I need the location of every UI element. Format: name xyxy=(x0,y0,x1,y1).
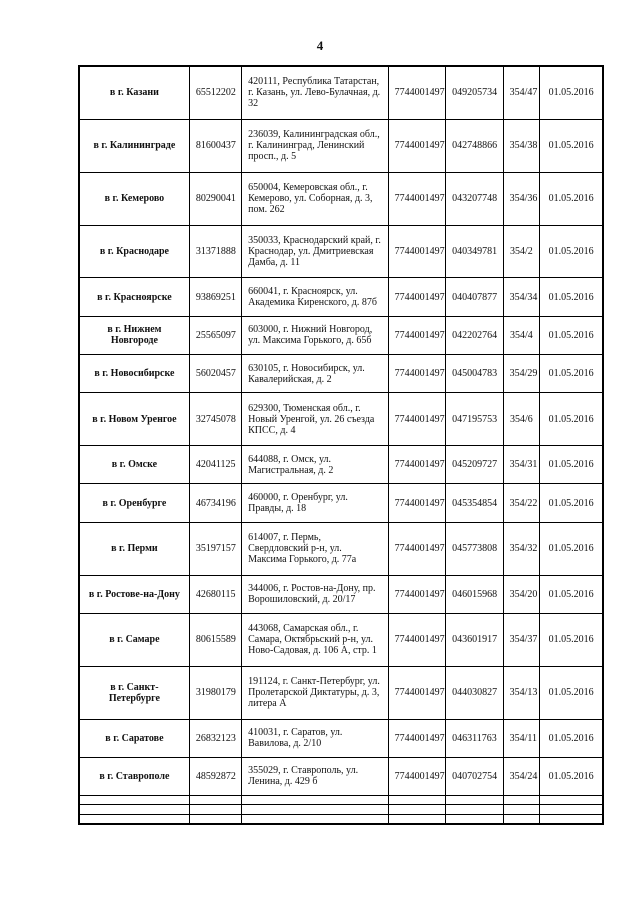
empty-cell xyxy=(503,796,540,805)
branch-name-cell: в г. Казани xyxy=(80,67,190,120)
table-row xyxy=(80,316,603,354)
address-cell: 614007, г. Пермь, Свердловский р-н, ул. Максима Горького, д. 77а xyxy=(242,522,388,575)
address-cell: 630105, г. Новосибирск, ул. Кавалерийская, д. 2 xyxy=(242,354,388,392)
okpo-code-cell: 46734196 xyxy=(189,484,241,522)
registration-date-cell: 01.05.2016 xyxy=(540,354,603,392)
inn-code-cell: 7744001497 xyxy=(388,484,446,522)
registration-date-cell: 01.05.2016 xyxy=(540,522,603,575)
table-row xyxy=(80,67,603,120)
empty-cell xyxy=(242,805,388,814)
table-row xyxy=(80,613,603,666)
okpo-code-cell: 31980179 xyxy=(189,666,241,719)
inn-code-cell: 7744001497 xyxy=(388,522,446,575)
table-row xyxy=(80,172,603,225)
registration-date-cell: 01.05.2016 xyxy=(540,172,603,225)
registration-number-cell: 354/29 xyxy=(503,354,540,392)
registration-number-cell: 354/6 xyxy=(503,393,540,446)
table-row xyxy=(80,393,603,446)
inn-code-cell: 7744001497 xyxy=(388,172,446,225)
okpo-code-cell: 31371888 xyxy=(189,225,241,278)
table-row xyxy=(80,757,603,795)
bik-code-cell: 045209727 xyxy=(446,446,504,484)
bik-code-cell: 042748866 xyxy=(446,119,504,172)
registration-date-cell: 01.05.2016 xyxy=(540,225,603,278)
empty-cell xyxy=(388,805,446,814)
branch-name-cell: в г. Самаре xyxy=(80,613,190,666)
empty-cell xyxy=(189,805,241,814)
registration-date-cell: 01.05.2016 xyxy=(540,484,603,522)
branch-name-cell: в г. Ставрополе xyxy=(80,757,190,795)
address-cell: 603000, г. Нижний Новгород, ул. Максима Горького, д. 65б xyxy=(242,316,388,354)
bik-code-cell: 045004783 xyxy=(446,354,504,392)
registration-number-cell: 354/36 xyxy=(503,172,540,225)
table-row xyxy=(80,522,603,575)
registration-number-cell: 354/11 xyxy=(503,719,540,757)
empty-cell xyxy=(242,796,388,805)
registration-number-cell: 354/2 xyxy=(503,225,540,278)
table-row xyxy=(80,484,603,522)
empty-cell xyxy=(446,814,504,823)
registration-date-cell: 01.05.2016 xyxy=(540,316,603,354)
empty-cell xyxy=(189,814,241,823)
table-row xyxy=(80,278,603,316)
registration-number-cell: 354/13 xyxy=(503,666,540,719)
branch-name-cell: в г. Калининграде xyxy=(80,119,190,172)
empty-cell xyxy=(189,796,241,805)
empty-cell xyxy=(388,814,446,823)
bik-code-cell: 042202764 xyxy=(446,316,504,354)
branch-name-cell: в г. Ростове-на-Дону xyxy=(80,575,190,613)
empty-cell xyxy=(446,796,504,805)
address-cell: 355029, г. Ставрополь, ул. Ленина, д. 429 б xyxy=(242,757,388,795)
address-cell: 629300, Тюменская обл., г. Новый Уренгой, ул. 26 съезда КПСС, д. 4 xyxy=(242,393,388,446)
register-table xyxy=(79,66,603,824)
inn-code-cell: 7744001497 xyxy=(388,613,446,666)
bik-code-cell: 040349781 xyxy=(446,225,504,278)
registration-number-cell: 354/4 xyxy=(503,316,540,354)
branch-name-cell: в г. Перми xyxy=(80,522,190,575)
address-cell: 650004, Кемеровская обл., г. Кемерово, ул. Соборная, д. 3, пом. 262 xyxy=(242,172,388,225)
registration-number-cell: 354/32 xyxy=(503,522,540,575)
table-row xyxy=(80,354,603,392)
inn-code-cell: 7744001497 xyxy=(388,666,446,719)
okpo-code-cell: 80290041 xyxy=(189,172,241,225)
okpo-code-cell: 32745078 xyxy=(189,393,241,446)
inn-code-cell: 7744001497 xyxy=(388,119,446,172)
address-cell: 236039, Калининградская обл., г. Калининград, Ленинский просп., д. 5 xyxy=(242,119,388,172)
empty-cell xyxy=(503,814,540,823)
table-row xyxy=(80,119,603,172)
empty-cell xyxy=(540,814,603,823)
okpo-code-cell: 93869251 xyxy=(189,278,241,316)
inn-code-cell: 7744001497 xyxy=(388,719,446,757)
okpo-code-cell: 56020457 xyxy=(189,354,241,392)
address-cell: 644088, г. Омск, ул. Магистральная, д. 2 xyxy=(242,446,388,484)
bik-code-cell: 040702754 xyxy=(446,757,504,795)
branch-name-cell: в г. Кемерово xyxy=(80,172,190,225)
empty-cell xyxy=(446,805,504,814)
empty-cell xyxy=(80,814,190,823)
inn-code-cell: 7744001497 xyxy=(388,575,446,613)
address-cell: 460000, г. Оренбург, ул. Правды, д. 18 xyxy=(242,484,388,522)
okpo-code-cell: 48592872 xyxy=(189,757,241,795)
empty-row xyxy=(80,796,603,805)
empty-cell xyxy=(242,814,388,823)
branch-name-cell: в г. Оренбурге xyxy=(80,484,190,522)
registration-date-cell: 01.05.2016 xyxy=(540,666,603,719)
registration-date-cell: 01.05.2016 xyxy=(540,278,603,316)
empty-cell xyxy=(503,805,540,814)
okpo-code-cell: 42680115 xyxy=(189,575,241,613)
registration-date-cell: 01.05.2016 xyxy=(540,613,603,666)
bik-code-cell: 045773808 xyxy=(446,522,504,575)
table-row xyxy=(80,225,603,278)
branch-name-cell: в г. Нижнем Новгороде xyxy=(80,316,190,354)
empty-row xyxy=(80,805,603,814)
table-row xyxy=(80,446,603,484)
registration-number-cell: 354/31 xyxy=(503,446,540,484)
branch-name-cell: в г. Санкт-Петербурге xyxy=(80,666,190,719)
okpo-code-cell: 81600437 xyxy=(189,119,241,172)
registration-date-cell: 01.05.2016 xyxy=(540,446,603,484)
empty-cell xyxy=(540,796,603,805)
branch-name-cell: в г. Красноярске xyxy=(80,278,190,316)
registration-date-cell: 01.05.2016 xyxy=(540,575,603,613)
empty-cell xyxy=(80,805,190,814)
empty-cell xyxy=(540,805,603,814)
registration-date-cell: 01.05.2016 xyxy=(540,757,603,795)
okpo-code-cell: 80615589 xyxy=(189,613,241,666)
address-cell: 443068, Самарская обл., г. Самара, Октябрьский р-н, ул. Ново-Садовая, д. 106 А, стр. 1 xyxy=(242,613,388,666)
empty-cell xyxy=(388,796,446,805)
address-cell: 420111, Республика Татарстан, г. Казань, ул. Лево-Булачная, д. 32 xyxy=(242,67,388,120)
bik-code-cell: 043207748 xyxy=(446,172,504,225)
bik-code-cell: 046015968 xyxy=(446,575,504,613)
table-row xyxy=(80,719,603,757)
bik-code-cell: 049205734 xyxy=(446,67,504,120)
page-number: 4 xyxy=(316,38,324,53)
inn-code-cell: 7744001497 xyxy=(388,278,446,316)
registration-number-cell: 354/22 xyxy=(503,484,540,522)
okpo-code-cell: 42041125 xyxy=(189,446,241,484)
okpo-code-cell: 26832123 xyxy=(189,719,241,757)
inn-code-cell: 7744001497 xyxy=(388,316,446,354)
registration-number-cell: 354/24 xyxy=(503,757,540,795)
branch-name-cell: в г. Краснодаре xyxy=(80,225,190,278)
address-cell: 660041, г. Красноярск, ул. Академика Киренского, д. 87б xyxy=(242,278,388,316)
branch-name-cell: в г. Саратове xyxy=(80,719,190,757)
address-cell: 410031, г. Саратов, ул. Вавилова, д. 2/10 xyxy=(242,719,388,757)
branch-name-cell: в г. Новом Уренгое xyxy=(80,393,190,446)
branch-name-cell: в г. Новосибирске xyxy=(80,354,190,392)
empty-cell xyxy=(80,796,190,805)
okpo-code-cell: 25565097 xyxy=(189,316,241,354)
okpo-code-cell: 65512202 xyxy=(189,67,241,120)
bik-code-cell: 047195753 xyxy=(446,393,504,446)
inn-code-cell: 7744001497 xyxy=(388,393,446,446)
address-cell: 350033, Краснодарский край, г. Краснодар, ул. Дмитриевская Дамба, д. 11 xyxy=(242,225,388,278)
registration-date-cell: 01.05.2016 xyxy=(540,67,603,120)
bik-code-cell: 044030827 xyxy=(446,666,504,719)
table-row xyxy=(80,666,603,719)
inn-code-cell: 7744001497 xyxy=(388,225,446,278)
okpo-code-cell: 35197157 xyxy=(189,522,241,575)
registration-number-cell: 354/38 xyxy=(503,119,540,172)
table-row xyxy=(80,575,603,613)
inn-code-cell: 7744001497 xyxy=(388,757,446,795)
bik-code-cell: 040407877 xyxy=(446,278,504,316)
bik-code-cell: 046311763 xyxy=(446,719,504,757)
empty-row xyxy=(80,814,603,823)
registration-number-cell: 354/37 xyxy=(503,613,540,666)
registration-date-cell: 01.05.2016 xyxy=(540,119,603,172)
branch-name-cell: в г. Омске xyxy=(80,446,190,484)
registration-number-cell: 354/47 xyxy=(503,67,540,120)
table-body xyxy=(80,67,603,824)
inn-code-cell: 7744001497 xyxy=(388,67,446,120)
address-cell: 191124, г. Санкт-Петербург, ул. Пролетарской Диктатуры, д. 3, литера А xyxy=(242,666,388,719)
branch-register-table xyxy=(78,65,604,825)
registration-number-cell: 354/20 xyxy=(503,575,540,613)
registration-number-cell: 354/34 xyxy=(503,278,540,316)
inn-code-cell: 7744001497 xyxy=(388,446,446,484)
address-cell: 344006, г. Ростов-на-Дону, пр. Ворошиловский, д. 20/17 xyxy=(242,575,388,613)
bik-code-cell: 045354854 xyxy=(446,484,504,522)
inn-code-cell: 7744001497 xyxy=(388,354,446,392)
bik-code-cell: 043601917 xyxy=(446,613,504,666)
registration-date-cell: 01.05.2016 xyxy=(540,393,603,446)
registration-date-cell: 01.05.2016 xyxy=(540,719,603,757)
